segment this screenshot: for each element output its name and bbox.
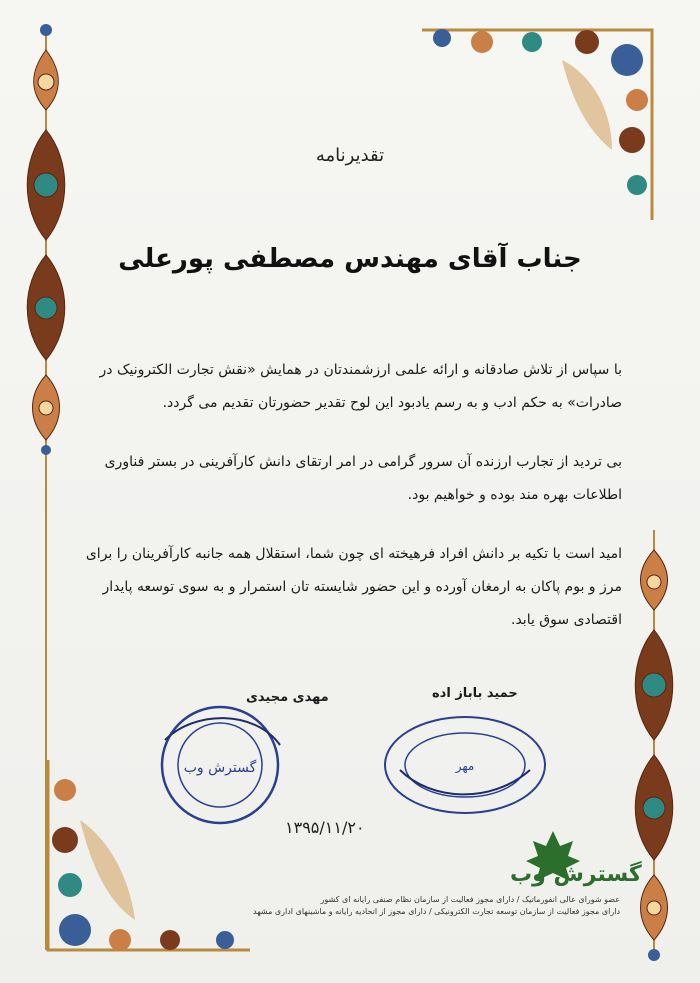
signatory-name-left: مهدی مجیدی — [246, 690, 329, 705]
signatory-name-right: حمید باباز اده — [432, 686, 518, 701]
top-right-corner-ornament — [422, 20, 662, 220]
footer-line-2: دارای مجوز فعالیت از سازمان توسعه تجارت الکترونیکی / دارای مجوز از اتحادیه رایانه و ماشینهای اداری مشهد — [253, 907, 620, 916]
stamp-left-label: گسترش وب — [183, 760, 257, 776]
stamp-right-label: مهر — [455, 759, 475, 773]
footer-line-1: عضو شورای عالی انفورماتیک / دارای مجوز فعالیت از سازمان نظام صنفی رایانه ای کشور — [320, 895, 620, 904]
company-stamp-right — [380, 710, 550, 820]
logo-wordmark: گسترش وب — [510, 862, 642, 887]
body-paragraph-1: با سپاس از تلاش صادقانه و ارائه علمی ارزشمندتان در همایش «نقش تجارت الکترونیک در صادرات» به حکم ادب و به رسم یادبود این لوح تقدیر حضورتان تقدیم می گردد. — [99, 362, 622, 411]
body-paragraph-3: امید است با تکیه بر دانش افراد فرهیخته ای چون شما، استقلال همه جانبه کارآفرینان را برای مرز و بوم پاکان به ارمغان آورده و این حضور شایسته تان استمرار و به سوی توسعه پایدار اقتصادی سوق یابد. — [85, 546, 622, 628]
right-ornament-border — [624, 530, 684, 970]
certificate-title: تقدیرنامه — [315, 145, 385, 166]
company-stamp-left — [155, 700, 285, 830]
body-paragraph-2: بی تردید از تجارب ارزنده آن سرور گرامی در امر ارتقای دانش کارآفرینی در بستر فناوری اطلاعات بهره مند بوده و خواهیم بود. — [104, 454, 622, 503]
issue-date: ۱۳۹۵/۱۱/۲۰ — [285, 818, 365, 837]
recipient-name: جناب آقای مهندس مصطفی پورعلی — [118, 244, 582, 274]
